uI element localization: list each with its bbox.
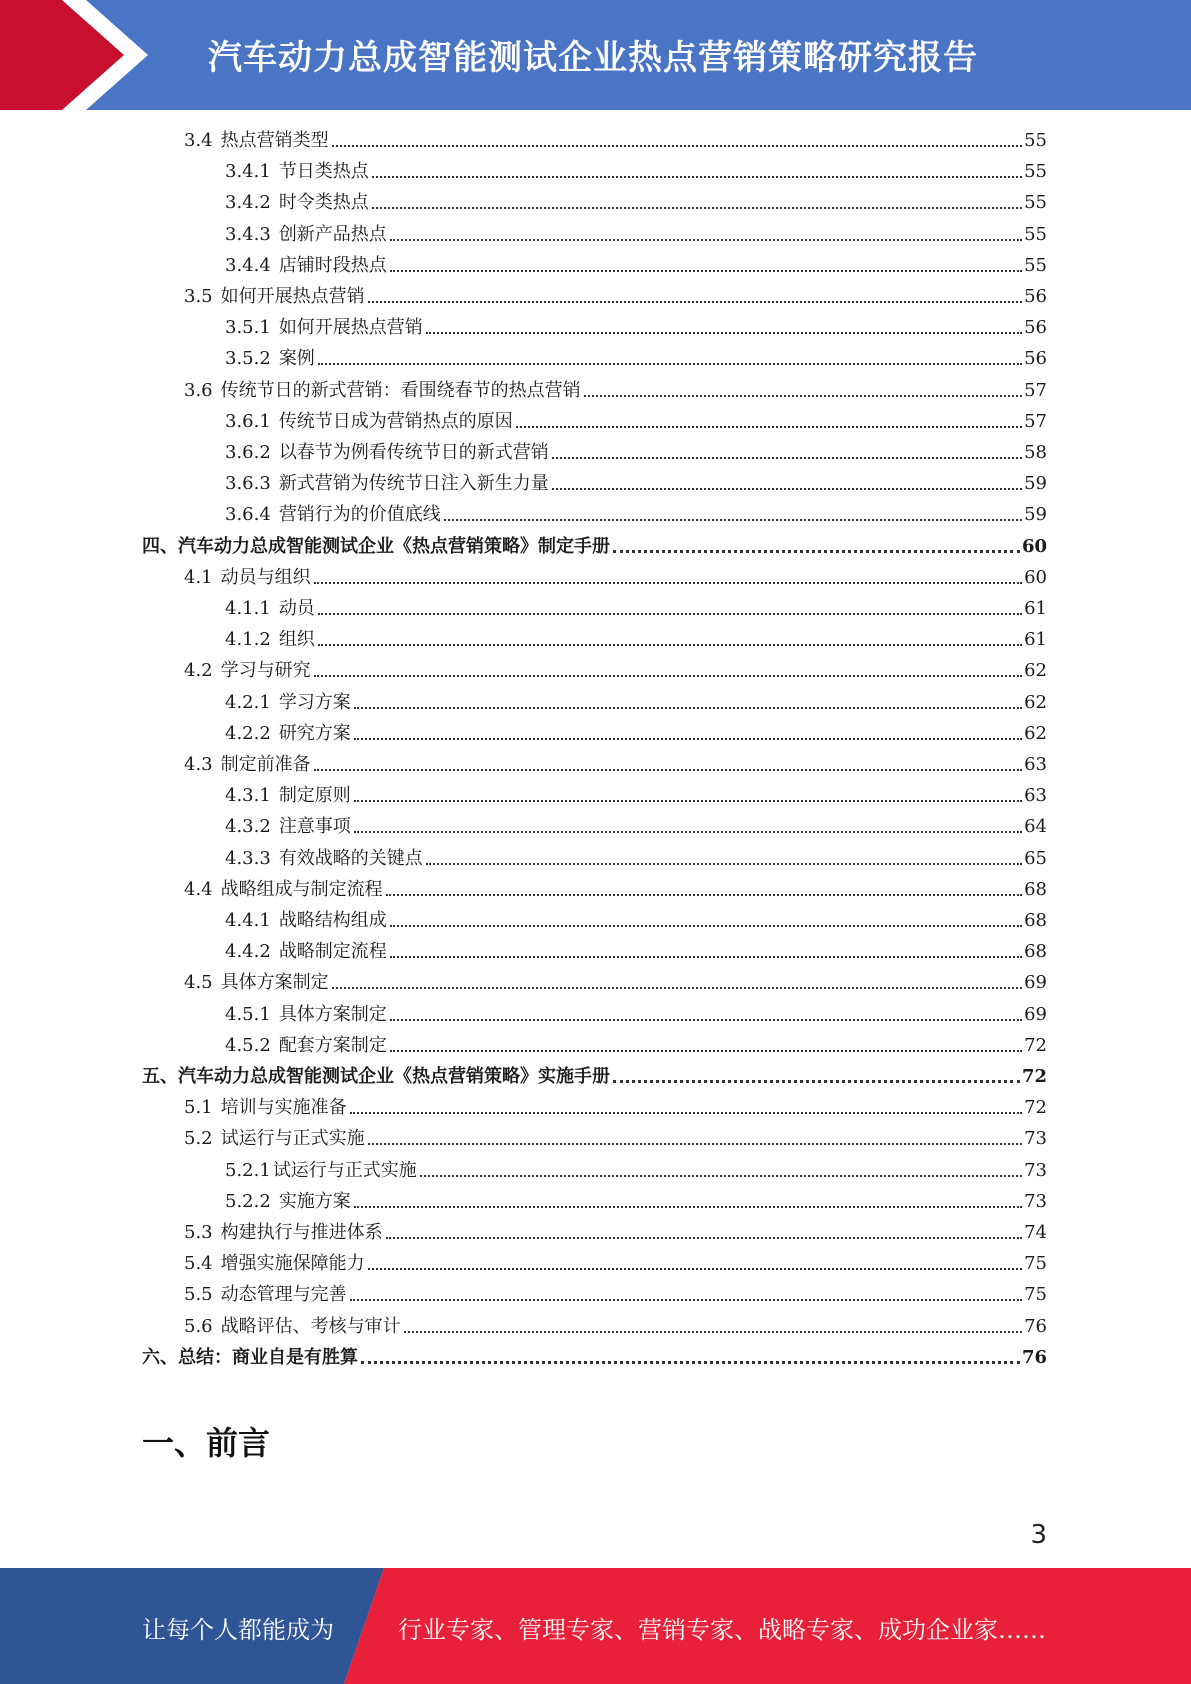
toc-entry[interactable]	[225, 596, 1047, 622]
toc-entry[interactable]	[225, 1158, 1047, 1184]
toc-entry-title: 具体方案制定	[220, 972, 329, 994]
toc-dot-leader	[552, 488, 1022, 490]
toc-entry-number: 5.2.2	[225, 1190, 271, 1212]
toc-entry-title: 热点营销类型	[220, 130, 329, 151]
toc-entry-title: 五、汽车动力总成智能测试企业《热点营销策略》实施手册	[142, 1066, 610, 1087]
toc-entry-number: 3.4.1	[225, 161, 271, 183]
toc-entry-title: 有效战略的关键点	[278, 847, 423, 869]
toc-entry-page: 60	[1021, 535, 1047, 557]
toc-entry-title: 四、汽车动力总成智能测试企业《热点营销策略》制定手册	[142, 535, 610, 557]
toc-dot-leader	[390, 270, 1022, 272]
toc-dot-leader	[426, 332, 1022, 334]
toc-dot-leader	[444, 519, 1022, 521]
toc-dot-leader	[354, 800, 1022, 802]
toc-entry-title: 新式营销为传统节日注入新生力量	[278, 473, 549, 495]
toc-entry-page: 58	[1024, 442, 1047, 463]
toc-entry-page: 68	[1024, 910, 1047, 931]
toc-entry[interactable]	[184, 128, 1047, 154]
toc-entry[interactable]	[225, 721, 1047, 747]
toc-dot-leader	[318, 613, 1022, 615]
toc-entry-title: 研究方案	[278, 722, 351, 744]
toc-entry[interactable]	[225, 783, 1047, 809]
toc-entry-number: 4.2.1	[225, 691, 271, 713]
toc-entry-number: 3.5	[184, 286, 213, 307]
toc-dot-leader	[584, 395, 1022, 397]
toc-dot-leader	[354, 707, 1022, 709]
toc-entry-page: 62	[1024, 691, 1047, 713]
toc-entry-number: 4.4.2	[225, 941, 271, 963]
toc-entry-page: 64	[1024, 816, 1047, 838]
toc-chapter-entry[interactable]	[142, 1345, 1047, 1371]
toc-entry[interactable]	[225, 1189, 1047, 1215]
toc-dot-leader	[552, 457, 1022, 459]
toc-entry-title: 制定前准备	[220, 754, 311, 775]
toc-entry-page: 73	[1024, 1159, 1047, 1181]
toc-chapter-entry[interactable]	[142, 1064, 1047, 1090]
toc-entry[interactable]	[184, 877, 1047, 903]
toc-entry-number: 3.5.2	[225, 348, 271, 370]
toc-entry-number: 4.1.2	[225, 629, 271, 651]
toc-entry[interactable]	[225, 471, 1047, 497]
toc-entry-number: 4.2.2	[225, 722, 271, 744]
toc-entry-number: 5.4	[184, 1253, 213, 1275]
toc-entry-title: 六、总结：商业自是有胜算	[142, 1346, 358, 1368]
toc-entry-page: 69	[1024, 1003, 1047, 1025]
toc-entry-title: 如何开展热点营销	[220, 286, 365, 307]
toc-entry-page: 55	[1024, 161, 1047, 183]
toc-entry[interactable]	[184, 284, 1047, 310]
toc-entry-page: 63	[1024, 785, 1047, 807]
toc-entry-title: 具体方案制定	[278, 1003, 387, 1025]
toc-dot-leader	[390, 239, 1022, 241]
footer-slogan-left: 让每个人都能成为	[142, 1616, 334, 1644]
toc-entry-number: 4.3	[184, 754, 213, 775]
toc-entry-page: 62	[1024, 722, 1047, 744]
toc-entry-number: 5.6	[184, 1315, 213, 1337]
toc-entry-number: 3.6.1	[225, 410, 271, 432]
toc-dot-leader	[613, 550, 1020, 553]
toc-entry-number: 4.3.2	[225, 816, 271, 838]
toc-entry-page: 65	[1024, 847, 1047, 869]
page-footer	[0, 1568, 1191, 1684]
toc-entry-title: 试运行与正式实施	[272, 1159, 417, 1181]
toc-entry[interactable]	[184, 1220, 1047, 1246]
toc-entry[interactable]	[225, 1033, 1047, 1059]
toc-entry-title: 制定原则	[278, 785, 351, 807]
toc-entry-title: 增强实施保障能力	[220, 1253, 365, 1275]
toc-entry-number: 4.3.3	[225, 847, 271, 869]
toc-entry-number: 4.5.2	[225, 1034, 271, 1056]
toc-entry-page: 68	[1024, 878, 1047, 900]
toc-entry-title: 构建执行与推进体系	[220, 1222, 383, 1243]
toc-entry-title: 学习与研究	[220, 660, 311, 682]
toc-entry[interactable]	[225, 315, 1047, 341]
toc-dot-leader	[426, 863, 1022, 865]
toc-entry[interactable]	[184, 1126, 1047, 1152]
toc-entry-title: 战略组成与制定流程	[220, 878, 383, 900]
toc-entry-title: 营销行为的价值底线	[278, 504, 441, 526]
toc-entry-number: 4.4.1	[225, 910, 271, 931]
toc-dot-leader	[314, 675, 1022, 677]
toc-entry[interactable]	[225, 253, 1047, 279]
toc-dot-leader	[386, 1237, 1022, 1239]
toc-dot-leader	[314, 582, 1022, 584]
toc-entry-page: 69	[1024, 972, 1047, 994]
toc-entry-number: 5.2.1	[225, 1159, 271, 1181]
footer-slogan-right: 行业专家、管理专家、营销专家、战略专家、成功企业家……	[398, 1616, 1046, 1644]
toc-entry[interactable]	[225, 502, 1047, 528]
toc-entry-title: 以春节为例看传统节日的新式营销	[278, 442, 549, 463]
toc-entry-page: 73	[1024, 1128, 1047, 1150]
toc-entry-page: 61	[1024, 598, 1047, 619]
header-chevron-decoration	[0, 0, 160, 110]
toc-dot-leader	[314, 769, 1022, 771]
toc-entry-page: 55	[1024, 192, 1047, 214]
toc-entry[interactable]	[184, 658, 1047, 684]
toc-entry-page: 76	[1024, 1315, 1047, 1337]
toc-dot-leader	[354, 738, 1022, 740]
toc-entry-page: 62	[1024, 660, 1047, 682]
toc-entry-page: 73	[1024, 1190, 1047, 1212]
toc-entry-number: 4.5.1	[225, 1003, 271, 1025]
toc-entry-number: 3.6.3	[225, 473, 271, 495]
toc-entry-number: 3.4.2	[225, 192, 271, 214]
toc-entry-title: 传统节日成为营销热点的原因	[278, 410, 513, 432]
toc-entry[interactable]	[225, 409, 1047, 435]
toc-entry-page: 76	[1021, 1346, 1047, 1368]
toc-entry-page: 56	[1024, 286, 1047, 307]
toc-entry-number: 4.3.1	[225, 785, 271, 807]
toc-dot-leader	[332, 987, 1022, 989]
toc-dot-leader	[368, 1143, 1022, 1145]
toc-entry[interactable]	[184, 1282, 1047, 1308]
toc-dot-leader	[390, 956, 1022, 958]
toc-entry-title: 如何开展热点营销	[278, 317, 423, 339]
toc-entry-page: 59	[1024, 504, 1047, 526]
toc-entry[interactable]	[225, 346, 1047, 372]
toc-entry[interactable]	[225, 1002, 1047, 1028]
toc-entry[interactable]	[225, 908, 1047, 934]
toc-dot-leader	[332, 145, 1022, 147]
toc-entry-title: 动员与组织	[220, 566, 311, 588]
toc-dot-leader	[516, 426, 1022, 428]
toc-entry-number: 4.5	[184, 972, 213, 994]
toc-entry-title: 实施方案	[278, 1190, 351, 1212]
toc-entry-number: 5.2	[184, 1128, 213, 1150]
toc-dot-leader	[318, 363, 1022, 365]
toc-entry-number: 3.6.2	[225, 442, 271, 463]
toc-entry-number: 3.5.1	[225, 317, 271, 339]
section-heading: 一、前言	[142, 1424, 271, 1462]
toc-entry-page: 59	[1024, 473, 1047, 495]
toc-entry-page: 57	[1024, 410, 1047, 432]
toc-dot-leader	[390, 925, 1022, 927]
toc-entry[interactable]	[184, 1251, 1047, 1277]
toc-entry-page: 55	[1024, 223, 1047, 245]
toc-entry[interactable]	[225, 690, 1047, 716]
toc-entry[interactable]	[225, 159, 1047, 185]
toc-entry-number: 3.4	[184, 130, 213, 151]
toc-entry-number: 4.1	[184, 566, 213, 588]
toc-entry-title: 店铺时段热点	[278, 254, 387, 276]
toc-entry[interactable]	[184, 1095, 1047, 1121]
toc-entry-number: 4.4	[184, 878, 213, 900]
toc-dot-leader	[368, 301, 1022, 303]
toc-entry-title: 传统节日的新式营销：看围绕春节的热点营销	[220, 379, 581, 401]
toc-entry-title: 战略制定流程	[278, 941, 387, 963]
toc-entry-title: 战略结构组成	[278, 910, 387, 931]
toc-entry-page: 72	[1024, 1097, 1047, 1119]
report-title: 汽车动力总成智能测试企业热点营销策略研究报告	[208, 38, 978, 78]
toc-entry-page: 75	[1024, 1253, 1047, 1275]
page-header	[0, 0, 1191, 110]
toc-entry-page: 55	[1024, 254, 1047, 276]
toc-dot-leader	[372, 207, 1022, 209]
toc-entry[interactable]	[225, 627, 1047, 653]
toc-entry[interactable]	[225, 440, 1047, 466]
toc-entry-title: 学习方案	[278, 691, 351, 713]
toc-entry-number: 3.6	[184, 379, 213, 401]
toc-entry-number: 4.1.1	[225, 598, 271, 619]
toc-entry-number: 5.1	[184, 1097, 213, 1119]
toc-entry[interactable]	[184, 752, 1047, 778]
toc-entry-title: 案例	[278, 348, 315, 370]
toc-entry-title: 配套方案制定	[278, 1034, 387, 1056]
toc-entry-title: 动员	[278, 598, 315, 619]
toc-entry-page: 60	[1024, 566, 1047, 588]
toc-entry-number: 3.4.4	[225, 254, 271, 276]
toc-entry-title: 试运行与正式实施	[220, 1128, 365, 1150]
toc-entry-title: 组织	[278, 629, 315, 651]
toc-dot-leader	[372, 176, 1022, 178]
toc-entry-page: 56	[1024, 348, 1047, 370]
toc-dot-leader	[390, 1050, 1022, 1052]
toc-chapter-entry[interactable]	[142, 534, 1047, 560]
toc-entry-number: 5.3	[184, 1222, 213, 1243]
toc-entry-title: 培训与实施准备	[220, 1097, 347, 1119]
toc-dot-leader	[354, 1206, 1022, 1208]
toc-entry[interactable]	[184, 970, 1047, 996]
toc-entry[interactable]	[225, 222, 1047, 248]
toc-dot-leader	[613, 1080, 1020, 1083]
toc-entry-title: 注意事项	[278, 816, 351, 838]
toc-dot-leader	[390, 1019, 1022, 1021]
toc-dot-leader	[354, 831, 1022, 833]
toc-entry-page: 57	[1024, 379, 1047, 401]
toc-entry[interactable]	[184, 565, 1047, 591]
toc-dot-leader	[318, 644, 1022, 646]
toc-entry-title: 节日类热点	[278, 161, 369, 183]
toc-entry-number: 4.2	[184, 660, 213, 682]
toc-entry-title: 时令类热点	[278, 192, 369, 214]
toc-entry-page: 56	[1024, 317, 1047, 339]
toc-entry-page: 72	[1024, 1034, 1047, 1056]
toc-entry-number: 5.5	[184, 1284, 213, 1306]
toc-entry-page: 55	[1024, 130, 1047, 151]
toc-entry-title: 战略评估、考核与审计	[220, 1315, 401, 1337]
toc-dot-leader	[361, 1361, 1020, 1364]
page-number: 3	[1030, 1520, 1047, 1550]
toc-entry[interactable]	[225, 939, 1047, 965]
toc-entry-title: 创新产品热点	[278, 223, 387, 245]
toc-entry-page: 72	[1021, 1066, 1047, 1087]
toc-dot-leader	[386, 894, 1022, 896]
toc-dot-leader	[404, 1331, 1022, 1333]
toc-entry-number: 3.6.4	[225, 504, 271, 526]
toc-entry[interactable]	[225, 190, 1047, 216]
toc-dot-leader	[368, 1268, 1022, 1270]
toc-entry-page: 63	[1024, 754, 1047, 775]
toc-entry-page: 74	[1024, 1222, 1047, 1243]
toc-entry[interactable]	[225, 814, 1047, 840]
toc-entry[interactable]	[184, 378, 1047, 404]
toc-dot-leader	[420, 1175, 1022, 1177]
toc-entry-page: 75	[1024, 1284, 1047, 1306]
toc-dot-leader	[350, 1112, 1022, 1114]
toc-entry-page: 61	[1024, 629, 1047, 651]
toc-dot-leader	[350, 1299, 1022, 1301]
toc-entry-page: 68	[1024, 941, 1047, 963]
toc-entry[interactable]	[225, 846, 1047, 872]
toc-entry[interactable]	[184, 1314, 1047, 1340]
toc-entry-number: 3.4.3	[225, 223, 271, 245]
toc-entry-title: 动态管理与完善	[220, 1284, 347, 1306]
